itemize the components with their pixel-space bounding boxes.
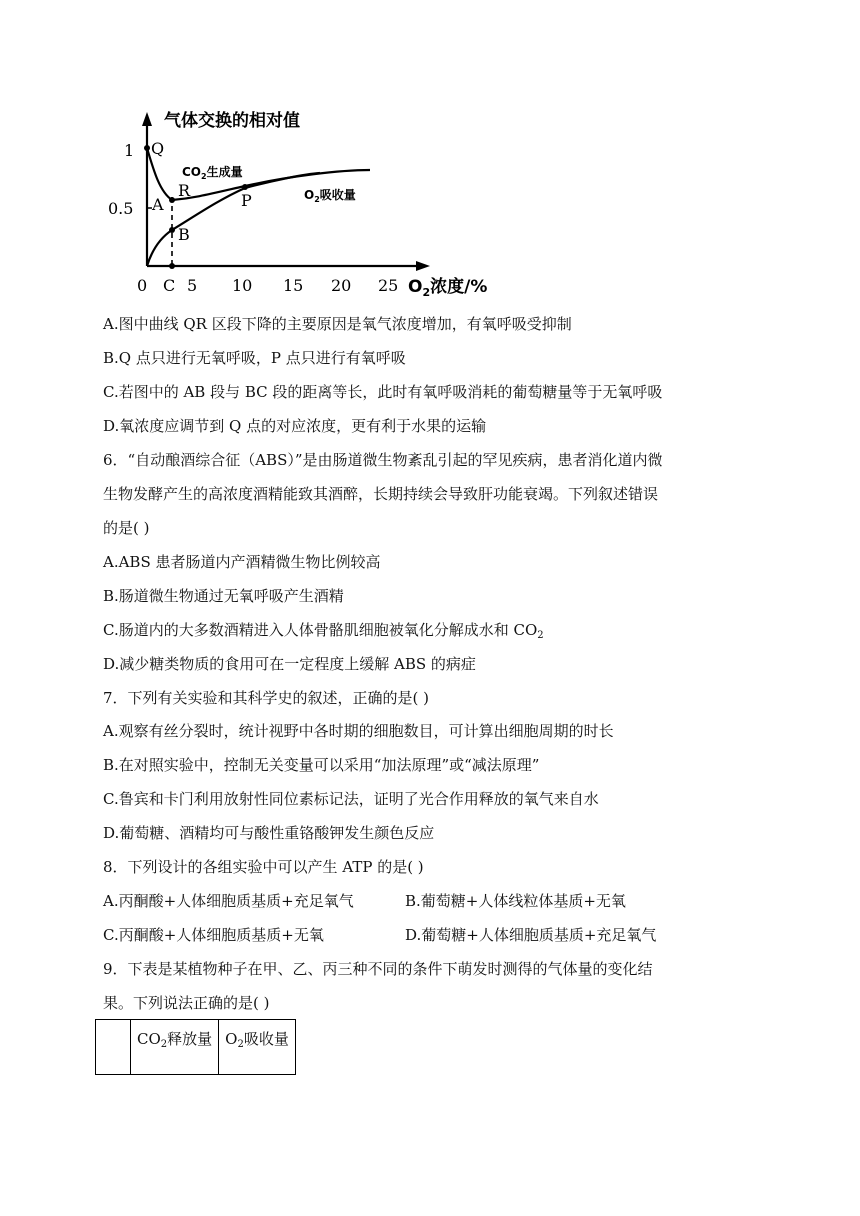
- q6-stem-line-2: 生物发酵产生的高浓度酒精能致其酒醉，长期持续会导致肝功能衰竭。下列叙述错误: [103, 485, 659, 503]
- q8-option-c: C.丙酮酸+人体细胞质基质+无氧: [103, 926, 324, 944]
- q9-stem-line-1: 9．下表是某植物种子在甲、乙、丙三种不同的条件下萌发时测得的气体量的变化结: [103, 960, 653, 978]
- x-tick-5: 5: [187, 276, 198, 295]
- x-tick-20: 20: [331, 276, 352, 295]
- y-tick-1: 1: [124, 141, 135, 160]
- q9-stem-line-2: 果。下列说法正确的是( ): [103, 994, 270, 1012]
- q6-stem-line-3: 的是( ): [103, 519, 150, 537]
- x-tick-15: 15: [283, 276, 304, 295]
- q8-option-d: D.葡萄糖+人体细胞质基质+充足氧气: [405, 926, 657, 944]
- q7-stem: 7．下列有关实验和其科学史的叙述，正确的是( ): [103, 689, 430, 707]
- x-tick-25: 25: [378, 276, 399, 295]
- q7-option-c: C.鲁宾和卡门利用放射性同位素标记法，证明了光合作用释放的氧气来自水: [103, 790, 599, 808]
- o2-curve: [147, 173, 320, 266]
- table-corner-cell: [96, 1020, 131, 1075]
- q5-option-a: A.图中曲线 QR 区段下降的主要原因是氧气浓度增加，有氧呼吸受抑制: [103, 315, 572, 333]
- q6-option-d: D.减少糖类物质的食用可在一定程度上缓解 ABS 的病症: [103, 655, 476, 673]
- table-header-co2: $CO_2$释放量: [131, 1020, 219, 1075]
- q5-option-c: C.若图中的 AB 段与 BC 段的距离等长，此时有氧呼吸消耗的葡萄糖量等于无氧呼吸: [103, 383, 663, 401]
- q6-option-a: A.ABS 患者肠道内产酒精微生物比例较高: [103, 553, 381, 571]
- table-header-o2: $O_2$吸收量: [219, 1020, 296, 1075]
- point-q-label: Q: [151, 139, 165, 158]
- q7-option-d: D.葡萄糖、酒精均可与酸性重铬酸钾发生颜色反应: [103, 824, 435, 842]
- q5-option-d: D.氧浓度应调节到 Q 点的对应浓度，更有利于水果的运输: [103, 417, 487, 435]
- q9-table: [95, 1019, 296, 1075]
- y-axis-title: 气体交换的相对值: [164, 111, 300, 131]
- x-axis-arrow-icon: [416, 261, 430, 271]
- x-tick-0: 0: [137, 276, 148, 295]
- q6-stem-line-1: 6．“自动酿酒综合征（ABS）”是由肠道微生物紊乱引起的罕见疾病，患者消化道内微: [103, 451, 663, 469]
- y-tick-0.5: 0.5: [108, 199, 134, 218]
- point-p-label: P: [241, 191, 252, 210]
- q6-option-b: B.肠道微生物通过无氧呼吸产生酒精: [103, 587, 344, 605]
- q7-option-a: A.观察有丝分裂时，统计视野中各时期的细胞数目，可计算出细胞周期的时长: [103, 722, 614, 740]
- q8-stem: 8．下列设计的各组实验中可以产生 ATP 的是( ): [103, 858, 424, 876]
- x-tick-c: C: [163, 276, 176, 295]
- gas-exchange-figure: [100, 100, 488, 300]
- q6-option-c: C.肠道内的大多数酒精进入人体骨骼肌细胞被氧化分解成水和 $CO_2$: [103, 621, 544, 641]
- q5-option-b: B.Q 点只进行无氧呼吸，P 点只进行有氧呼吸: [103, 349, 406, 367]
- table-row: [96, 1020, 296, 1075]
- o2-series-label: $O_2$吸收量: [304, 188, 356, 204]
- co2-series-label: $CO_2$生成量: [182, 165, 243, 181]
- x-tick-10: 10: [232, 276, 253, 295]
- q8-option-a: A.丙酮酸+人体细胞质基质+充足氧气: [103, 892, 354, 910]
- x-axis-title: $O_2$浓度/%: [408, 277, 488, 299]
- q7-option-b: B.在对照实验中，控制无关变量可以采用“加法原理”或“减法原理”: [103, 756, 540, 774]
- q8-option-b: B.葡萄糖+人体线粒体基质+无氧: [405, 892, 626, 910]
- point-r-label: R: [178, 181, 191, 200]
- point-a-label: A: [152, 195, 164, 214]
- y-axis-arrow-icon: [142, 112, 152, 126]
- point-b-label: B: [178, 225, 190, 244]
